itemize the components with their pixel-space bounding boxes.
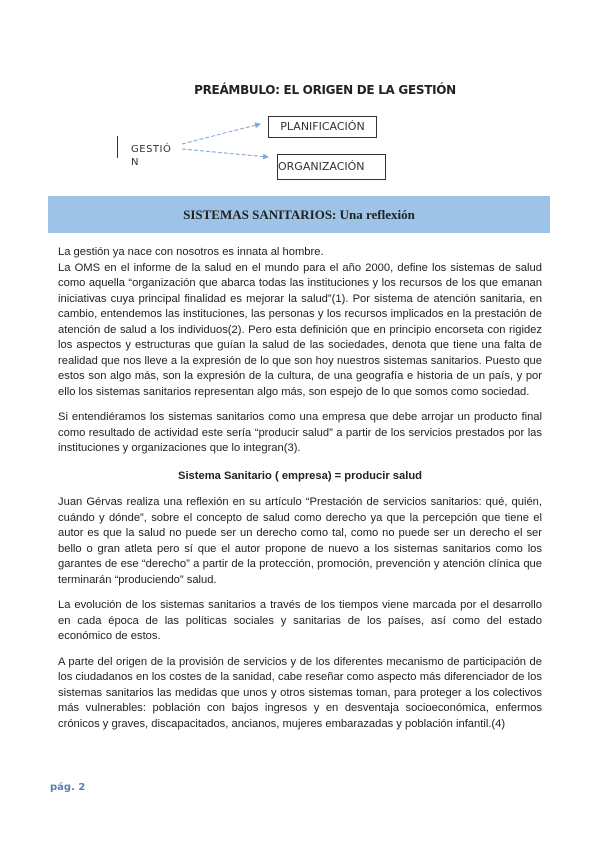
formula-heading: Sistema Sanitario ( empresa) = producir salud: [177, 469, 423, 482]
page-number: pág. 2: [50, 782, 86, 793]
diagram-box-planificacion: PLANIFICACIÓN: [268, 116, 377, 138]
paragraph-4: Juan Gérvas realiza una reflexión en su artículo “Prestación de servicios sanitarios: qué, quién, cuándo y dónde”, sobre el concepto de salud como derecho ya que la percepción que tiene el autor es que la salud no puede ser un derecho como tal, como no puede ser un derecho el ser bello o gran atleta pero sí que el autor propone de nuevo a los sistemas sanitarios como los garantes de ese “derecho” a partir de la protección, promoción, prevención y atención clínica que terminarán “produciendo” salud.: [58, 496, 542, 586]
paragraph-3: Si entendiéramos los sistemas sanitarios como una empresa que debe arrojar un producto final como resultado de actividad este sería “producir salud” a partir de los servicios prestados por las instituciones y organizaciones que lo integran(3).: [58, 411, 542, 454]
arrow-to-planificacion: [182, 124, 260, 144]
arrow-to-organizacion: [182, 149, 268, 157]
section-banner: SISTEMAS SANITARIOS: Una reflexión: [48, 196, 550, 233]
paragraph-5: La evolución de los sistemas sanitarios a través de los tiempos viene marcada por el desarrollo en cada época de las políticas sociales y sanitarias de los países, así como del estado económico de estos.: [58, 599, 542, 642]
diagram-box-organizacion: ORGANIZACIÓN: [277, 154, 386, 180]
paragraph-6: A parte del origen de la provisión de servicios y de los diferentes mecanismo de participación de los ciudadanos en los costes de la sanidad, cabe reseñar como aspecto más diferenciador de los sistemas sanitarios las medidas que unos y otros sistemas toman, para proteger a los colectivos más vulnerables: población con bajos ingresos y en desventaja socioeconómica, enfermos crónicos y graves, discapacitados, ancianos, mujeres embarazadas y población infantil.(4): [58, 655, 542, 730]
diagram-root-line1: GESTIÓ: [131, 144, 172, 155]
body-text: [58, 245, 542, 732]
paragraph-1: La gestión ya nace con nosotros es innata al hombre.: [58, 246, 324, 258]
diagram-root-line2: N: [131, 157, 139, 168]
paragraph-2: La OMS en el informe de la salud en el mundo para el año 2000, define los sistemas de salud como aquella “organización que abarca todas las instituciones y los recursos de los que emanan iniciativas cuya principal finalidad es mejorar la salud”(1). Por sistema de atención sanitaria, en cambio, entendemos las instituciones, las personas y los recursos implicados en la prestación de atención de salud a los individuos(2). Pero esta definición que en principio encorseta con rigidez los aspectos y estructuras que guían la salud de las sociedades, denota que tiene una falta de realidad que nos lleve a la expresión de lo que son hoy nuestros sistemas sanitarios. Puesto que estos son algo más, son la expresión de la cultura, de una geografía e historia de un país, y por ello los sistemas sanitarios representan algo más, son espejo de lo que somos como sociedad.: [58, 261, 542, 398]
page-title: PREÁMBULO: EL ORIGEN DE LA GESTIÓN: [194, 83, 456, 97]
